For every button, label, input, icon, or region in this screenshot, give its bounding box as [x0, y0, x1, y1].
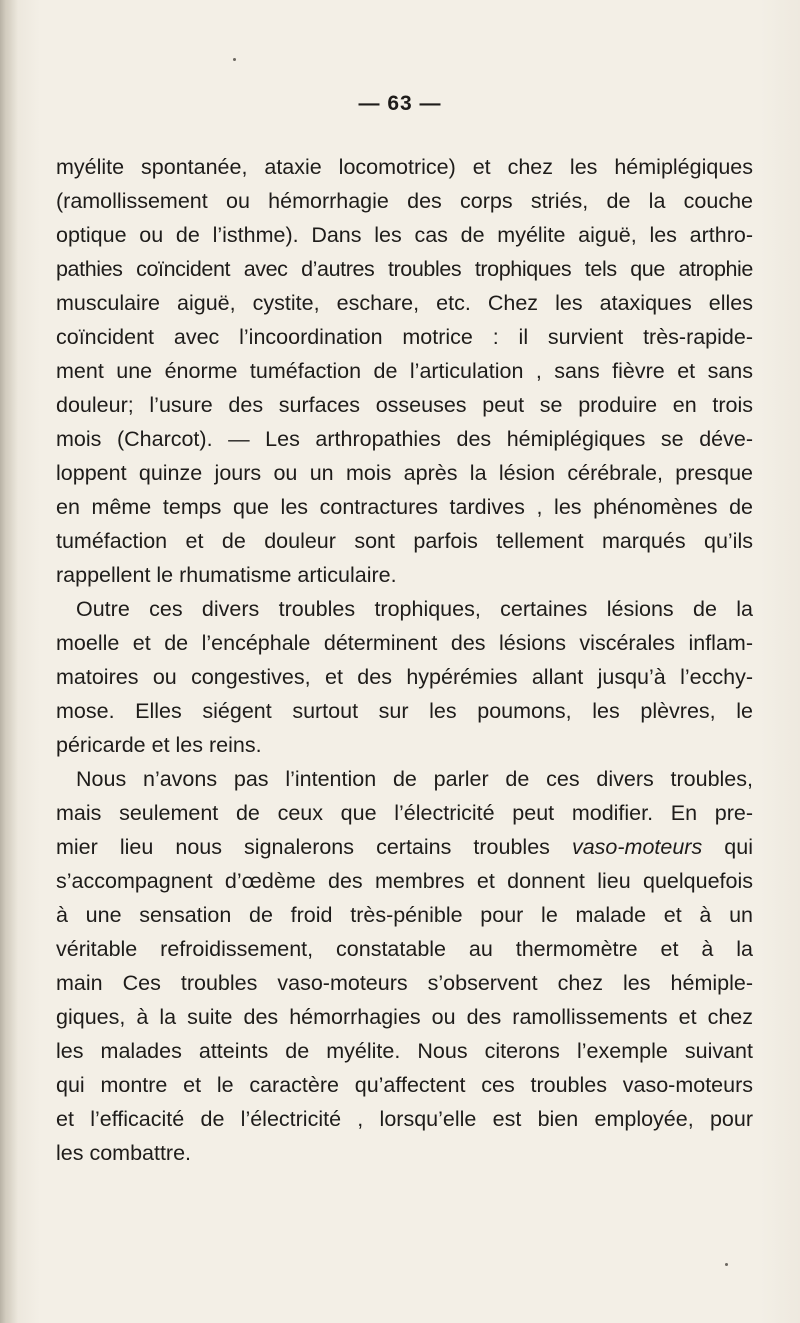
text-line: giques, à la suite des hémorrhagies ou des ramollissements et chez [56, 1005, 753, 1029]
page-number: — 63 — [358, 92, 442, 115]
text-line: matoires ou congestives, et des hypérémies allant jusqu’à l’ecchy- [56, 665, 753, 689]
paragraph-start-line: Outre ces divers troubles trophiques, certaines lésions de la [76, 597, 753, 621]
text-line: mois (Charcot). — Les arthropathies des hémiplégiques se déve- [56, 427, 753, 451]
text-line: (ramollissement ou hémorrhagie des corps striés, de la couche [56, 189, 753, 213]
text-line: véritable refroidissement, constatable au thermomètre et à la [56, 937, 753, 961]
page-binding-edge [0, 0, 18, 1323]
text-segment: mier lieu nous signalerons certains troubles [56, 835, 550, 859]
text-line: pathies coïncident avec d’autres troubles trophiques tels que atrophie [56, 257, 753, 281]
paragraph-end-line: péricarde et les reins. [56, 733, 262, 757]
text-segment: qui [724, 835, 753, 859]
text-line: optique ou de l’isthme). Dans les cas de myélite aiguë, les arthro- [56, 223, 753, 247]
text-line: musculaire aiguë, cystite, eschare, etc. Chez les ataxiques elles [56, 291, 753, 315]
text-line: et l’efficacité de l’électricité , lorsqu’elle est bien employée, pour [56, 1107, 753, 1131]
paper-speck [233, 58, 236, 61]
paragraph-end-line: les combattre. [56, 1141, 192, 1165]
text-line: les malades atteints de myélite. Nous citerons l’exemple suivant [56, 1039, 753, 1063]
text-line: myélite spontanée, ataxie locomotrice) et chez les hémiplégiques [56, 155, 753, 179]
text-line: tuméfaction et de douleur sont parfois tellement marqués qu’ils [56, 529, 753, 553]
text-line-with-italic [56, 830, 753, 864]
body-text [56, 150, 753, 1170]
paragraph-start-line: Nous n’avons pas l’intention de parler de ces divers troubles, [76, 767, 753, 791]
text-line: ment une énorme tuméfaction de l’articulation , sans fièvre et sans [56, 359, 753, 383]
paper-speck [725, 1263, 728, 1266]
italic-term: vaso-moteurs [571, 835, 703, 859]
text-line: s’accompagnent d’œdème des membres et donnent lieu quelquefois [56, 869, 753, 893]
text-line: main Ces troubles vaso-moteurs s’observent chez les hémiple- [56, 971, 753, 995]
text-line: en même temps que les contractures tardives , les phénomènes de [56, 495, 753, 519]
paragraph-end-line: rappellent le rhumatisme articulaire. [56, 563, 397, 587]
text-line: moelle et de l’encéphale déterminent des lésions viscérales inflam- [56, 631, 753, 655]
text-line: loppent quinze jours ou un mois après la lésion cérébrale, presque [56, 461, 753, 485]
text-line: mose. Elles siégent surtout sur les poumons, les plèvres, le [56, 699, 753, 723]
text-line: coïncident avec l’incoordination motrice : il survient très-rapide- [56, 325, 753, 349]
text-line: douleur; l’usure des surfaces osseuses peut se produire en trois [56, 393, 753, 417]
text-line: mais seulement de ceux que l’électricité peut modifier. En pre- [56, 801, 753, 825]
text-line: qui montre et le caractère qu’affectent ces troubles vaso-moteurs [56, 1073, 753, 1097]
text-line: à une sensation de froid très-pénible pour le malade et à un [56, 903, 753, 927]
